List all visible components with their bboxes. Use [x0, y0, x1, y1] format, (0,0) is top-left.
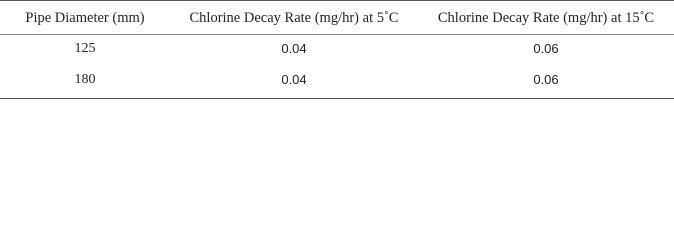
cell-decay-rate-5c: 0.04 — [281, 41, 307, 56]
header-decay-rate-15c: Chlorine Decay Rate (mg/hr) at 15˚C — [437, 10, 655, 26]
header-pipe-diameter: Pipe Diameter (mm) — [25, 10, 145, 26]
table-header-row — [0, 3, 674, 33]
cell-decay-rate-15c: 0.06 — [533, 41, 559, 56]
table-row — [0, 65, 674, 95]
header-decay-rate-5c: Chlorine Decay Rate (mg/hr) at 5˚C — [189, 10, 399, 26]
table-bottom-rule — [0, 98, 674, 99]
table-top-rule — [0, 0, 674, 1]
cell-decay-rate-15c: 0.06 — [533, 72, 559, 87]
cell-pipe-diameter: 180 — [74, 72, 96, 87]
cell-decay-rate-5c: 0.04 — [281, 72, 307, 87]
cell-pipe-diameter: 125 — [74, 41, 96, 56]
table-row — [0, 34, 674, 64]
data-table — [0, 0, 674, 102]
